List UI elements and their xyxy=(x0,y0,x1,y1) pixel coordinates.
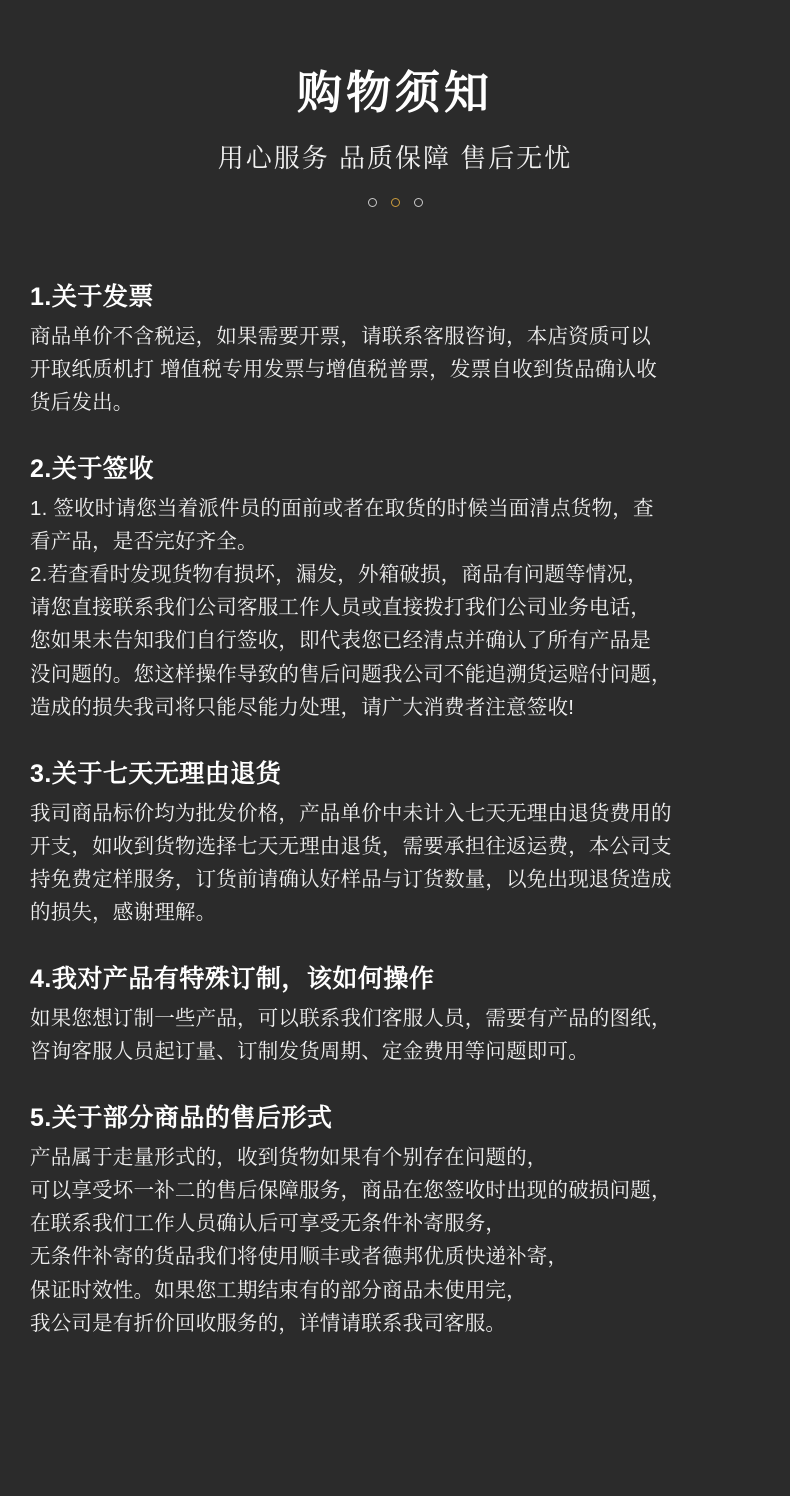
section-seven-day-return xyxy=(30,758,760,929)
section-receipt-line-2: 看产品，是否完好齐全。 xyxy=(30,529,258,553)
section-after-sales-line-5: 保证时效性。如果您工期结束有的部分商品未使用完， xyxy=(30,1278,527,1302)
notice-content xyxy=(0,209,790,1380)
section-custom-order-line-1: 如果您想订制一些产品，可以联系我们客服人员，需要有产品的图纸， xyxy=(30,1006,672,1030)
section-invoice-title: 1.关于发票 xyxy=(30,283,154,311)
dot-1-icon xyxy=(368,198,377,207)
section-after-sales-line-6: 我公司是有折价回收服务的，详情请联系我司客服。 xyxy=(30,1311,507,1335)
section-after-sales-line-3: 在联系我们工作人员确认后可享受无条件补寄服务， xyxy=(30,1212,507,1236)
dot-3-icon xyxy=(414,198,423,207)
section-after-sales-title: 5.关于部分商品的售后形式 xyxy=(30,1104,333,1133)
section-after-sales xyxy=(30,1102,760,1340)
section-seven-day-return-line-1: 我司商品标价均为批发价格，产品单价中未计入七天无理由退货费用的 xyxy=(30,801,672,825)
section-seven-day-return-line-2: 开支，如收到货物选择七天无理由退货，需要承担往返运费，本公司支 xyxy=(30,834,672,858)
decorative-dots xyxy=(0,195,790,209)
section-receipt-line-3: 2.若查看时发现货物有损坏，漏发，外箱破损，商品有问题等情况， xyxy=(30,563,648,587)
section-seven-day-return-line-3: 持免费定样服务，订货前请确认好样品与订货数量，以免出现退货造成 xyxy=(30,867,672,891)
section-receipt xyxy=(30,453,760,724)
page-header xyxy=(0,0,790,209)
section-receipt-line-1: 1. 签收时请您当着派件员的面前或者在取货的时候当面清点货物，查 xyxy=(30,496,654,520)
section-receipt-title: 2.关于签收 xyxy=(30,455,154,484)
page-subtitle: 用心服务 品质保障 售后无忧 xyxy=(217,143,573,173)
section-invoice-line-2: 开取纸质机打 增值税专用发票与增值税普票，发票自收到货品确认收 xyxy=(30,357,657,381)
section-invoice-body xyxy=(30,320,760,420)
section-invoice-line-3: 货后发出。 xyxy=(30,390,134,414)
section-seven-day-return-body xyxy=(30,797,760,930)
section-after-sales-line-4: 无条件补寄的货品我们将使用顺丰或者德邦优质快递补寄， xyxy=(30,1245,569,1269)
section-receipt-line-5: 您如果未告知我们自行签收，即代表您已经清点并确认了所有产品是 xyxy=(30,629,651,653)
page-title: 购物须知 xyxy=(296,67,493,118)
section-after-sales-line-1: 产品属于走量形式的，收到货物如果有个别存在问题的， xyxy=(30,1145,548,1169)
section-after-sales-body xyxy=(30,1141,760,1340)
section-custom-order-line-2: 咨询客服人员起订量、订制发货周期、定金费用等问题即可。 xyxy=(30,1040,589,1064)
section-invoice-line-1: 商品单价不含税运，如果需要开票，请联系客服咨询，本店资质可以 xyxy=(30,324,651,348)
section-custom-order xyxy=(30,963,760,1068)
section-receipt-line-4: 请您直接联系我们公司客服工作人员或直接拨打我们公司业务电话， xyxy=(30,596,651,620)
dot-2-icon xyxy=(391,198,400,207)
section-custom-order-body xyxy=(30,1002,760,1068)
section-seven-day-return-line-4: 的损失，感谢理解。 xyxy=(30,901,217,925)
section-receipt-body xyxy=(30,492,760,724)
section-receipt-line-7: 造成的损失我司将只能尽能力处理，请广大消费者注意签收! xyxy=(30,695,575,719)
section-after-sales-line-2: 可以享受坏一补二的售后保障服务，商品在您签收时出现的破损问题， xyxy=(30,1178,672,1202)
section-invoice xyxy=(30,281,760,419)
section-seven-day-return-title: 3.关于七天无理由退货 xyxy=(30,760,282,789)
section-receipt-line-6: 没问题的。您这样操作导致的售后问题我公司不能追溯货运赔付问题， xyxy=(30,662,672,686)
section-custom-order-title: 4.我对产品有特殊订制，该如何操作 xyxy=(30,965,435,994)
